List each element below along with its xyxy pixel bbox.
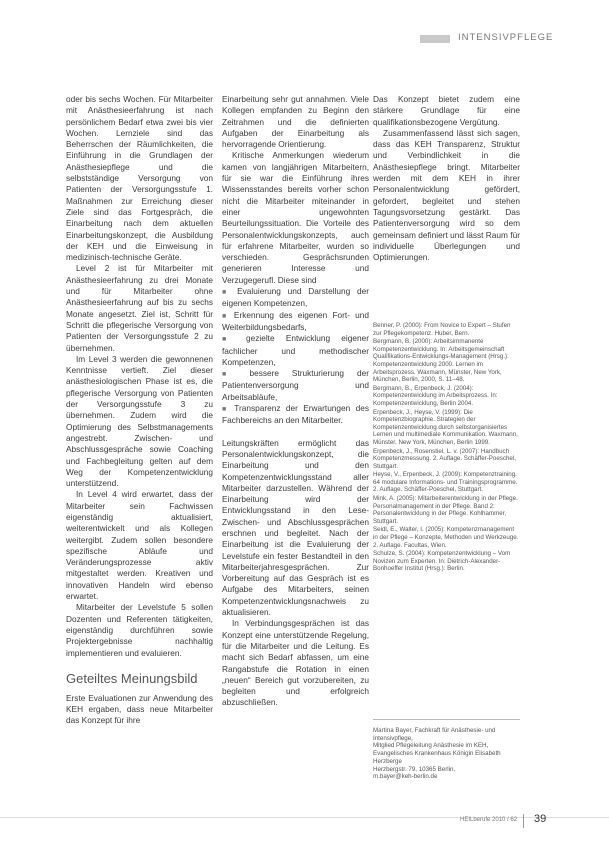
- reference-item: Bergmann, B., Erpenbeck, J. (2004): Kompetenzentwicklung im Arbeitsprozess. In: Kompetenzentwicklung, Berlin 2004.: [373, 384, 498, 407]
- reference-item: Schulze, S. (2004): Kompetenzentwicklung – Vom Novizen zum Experten. In: Dietrich-Alexander-Bonhoeffer Institut (Hrsg.): Berlin.: [373, 550, 511, 573]
- section-header: INTENSIVPFLEGE: [458, 32, 554, 43]
- paragraph: Level 2 ist für Mitarbeiter mit Anästhesieerfahrung zu drei Monate und für Mitarbeiter ohne Anästhesieerfahrung auf bis zu sechs Monate angesetzt. Ziel ist, Schritt für Schritt die pflegerische Versorgung von Patienten der Versorgungsstufe 2 zu übernehmen.: [66, 263, 213, 353]
- footer-divider: [0, 817, 609, 818]
- page-number: 39: [534, 813, 547, 825]
- paragraph: Zusammenfassend lässt sich sagen, dass das KEH Transparenz, Struktur und Verbindlichkeit in die Anästhesiepflege bringt. Mitarbeiter werden mit dem KEH in ihrer Personalentwicklung gefördert, gefordert, begleitet und stehen Tagungsvorsetzung gestärkt. Das Patientenversorgung wird so dem gemeinsam definiert und lässt Raum für individuelle Überlegungen und Optimierungen.: [373, 127, 520, 263]
- author-info: [373, 727, 520, 781]
- reference-item: Heyse, V., Erpenbeck, J. (2009): Kompetenztraining. 64 modulare Informations- und Trainingsprogramme. 2. Auflage. Schäffer-Poeschel, Stuttgart.: [373, 471, 518, 494]
- journal-name: HEILberufe 2010 / 62: [460, 817, 518, 823]
- author-line: m.bayer@keh-berlin.de: [373, 773, 438, 781]
- reference-item: Mink, A. (2005): Mitarbeiterentwicklung in der Pflege. Personalmanagement in der Pflege. Band 2: Personalentwicklung in der Pflege. Kohlhammer, Stuttgart.: [373, 495, 518, 525]
- author-line: Mitglied Pflegeleitung Anästhesie im KEH,: [373, 742, 489, 750]
- paragraph: Mitarbeiter der Levelstufe 5 sollen Dozenten und Referenten tätigkeiten, eigenständig durchführen sowie Projektergebnisse nachhaltig implementieren und evaluieren.: [66, 602, 213, 658]
- section-heading: Geteiltes Meinungsbild: [66, 670, 198, 686]
- bullet-item: ■ Erkennung des eigenen Fort- und Weiterbildungsbedarfs,: [222, 310, 369, 334]
- paragraph: Kritische Anmerkungen wiederum kamen von langjährigen Mitarbeitern, für sie war die Einführung ihres Wissensstandes bereits vorher schon nicht die Mitarbeiter miteinander in einer ungewohnten Beurteilungssituation. Die Vorteile des Personalentwicklungskonzepts, auch für erfahrene Mitarbeiter, wurden so verschieden. Gesprächsrunden generieren Interesse und Verzugegerufl. Diese sind: [222, 150, 369, 285]
- bullet-item: ■ Transparenz der Erwartungen des Fachbereichs an den Mitarbeiter.: [222, 403, 369, 427]
- header-accent-bar: [420, 35, 450, 43]
- bullet-item: ■ bessere Strukturierung der Patientenversorgung und Arbeitsabläufe,: [222, 368, 369, 403]
- text-column-2: [222, 94, 369, 709]
- footer-separator: [523, 814, 524, 828]
- author-line: Martina Bayer, Fachkraft für Anästhesie- und Intensivpflege,: [373, 727, 496, 742]
- reference-item: Seidl, E., Walter, I. (2005): Kompetenzmanagement in der Pflege – Konzepte, Methoden und Werkzeuge. 2. Auflage. Facultas, Wien.: [373, 526, 519, 549]
- paragraph: Das Konzept bietet zudem eine stärkere Grundlage für eine qualifikationsbezogene Vergütung.: [373, 94, 520, 127]
- paragraph: In Level 4 wird erwartet, dass der Mitarbeiter sein Fachwissen eigenständig aktualisiert, weiterentwickelt und als Kollegen weitergibt. Zudem sollen besondere spezifische Abläufe und Veränderungsprozesse aktiv mitgestaltet werden. Kreativen und innovativen Handeln wird ebenso erwartet.: [66, 489, 213, 602]
- paragraph: Einarbeitung sehr gut annahmen. Viele Kollegen empfanden zu Beginn den Zeitrahmen und die definierten Aufgaben der Einarbeitung als hervorragende Orientierung.: [222, 94, 369, 150]
- text-column-1: [66, 94, 213, 727]
- paragraph: Leitungskräften ermöglicht das Personalentwicklungskonzept, die Einarbeitung und den Kompetenzentwicklungsstand aller Mitarbeiter darzustellen. Während der Einarbeitung wird der Entwicklungsstand in den Lese- Zwischen- und Abschlussgesprächen erschnen und begleitet. Nach der Einarbeitung ist die Evaluierung der Levelstufe ein fester Bestandteil in den Mitarbeiterjahresgesprächen. Zur Vorbereitung auf das Gespräch ist es Aufgabe des Mitarbeiters, seinen Kompetenzentwicklungsnachweis zu aktualisieren.: [222, 437, 369, 618]
- paragraph: In Verbindungsgesprächen ist das Konzept eine unterstützende Regelung, für die Mitarbeiter und die Leitung. Es macht sich Bedarf abfassen, um eine Rangabstufe die Rotation in einen „neuen“ Bereich gut vorzubereiten, zu begleiten und erfolgreich abzuschließen.: [222, 618, 369, 708]
- paragraph: oder bis sechs Wochen. Für Mitarbeiter mit Anästhesieerfahrung ist nach persönlichem Bedarf etwa zwei bis vier Wochen. Lernziele sind das Beherrschen der Räumlichkeiten, die Einführung in die Grundlagen der Anästhesiepflege und die selbstständige Versorgung von Patienten der Versorgungsstufe 1. Maßnahmen zur Erreichung dieser Ziele sind das Fortgespräch, die Einarbeitung nach dem aktuellen Einarbeitungskonzept, die Ausbildung der KEH und die Einweisung in medizinisch-technische Geräte.: [66, 94, 213, 263]
- bullet-item: ■ Evaluierung und Darstellung der eigenen Kompetenzen,: [222, 286, 369, 310]
- reference-list: [373, 322, 520, 574]
- paragraph: Im Level 3 werden die gewonnenen Kenntnisse vertieft. Ziel dieser anästhesiologischen Phase ist es, die pflegerische Versorgung von Patienten der Versorgungsstufe 3 zu übernehmen. Zudem wird die Optimierung des Selbstmanagements angestrebt. Zwischen- und Abschlussgespräche sowie Coaching und Fachbegleitung gelten auf dem Weg der Kompetenzentwicklung unterstützend.: [66, 353, 213, 489]
- reference-item: Erpenbeck, J., Heyse, V. (1999): Die Kompetenzbiographie. Strategien der Kompetenzentwicklung durch selbstorganisiertes Lernen und multimediale Kommunikation. Waxmann, Münster, New York, München, Berlin 1999.: [373, 408, 518, 446]
- text-column-3: [373, 94, 520, 263]
- bullet-item: ■ gezielte Entwicklung eigener fachlicher und methodischer Kompetenzen,: [222, 333, 369, 368]
- paragraph: Erste Evaluationen zur Anwendung des KEH ergaben, dass neue Mitarbeiter das Konzept für ihre: [66, 692, 213, 726]
- author-line: Herzbergstr. 79, 10365 Berlin,: [373, 765, 456, 773]
- author-line: Evangelisches Krankenhaus Königin Elisabeth Herzberge: [373, 750, 501, 765]
- divider: [373, 719, 520, 720]
- reference-item: Benner, P. (2000): From Novice to Expert – Stufen zur Pflegekompetenz. Huber, Bern.: [373, 322, 511, 337]
- reference-item: Erpenbeck, J., Rosenstiel, L. v. (2007): Handbuch Kompetenzmessung. 2. Auflage. Schäffer-Poeschel, Stuttgart.: [373, 447, 516, 470]
- reference-item: Bergmann, B. (2000): Arbeitsimmanente Kompetenzentwicklung. In: Arbeitsgemeinschaft Qualifikations-Entwicklungs-Management (Hrsg.): Kompetenzentwicklung 2000. Lernen im Arbeitsprozess. Waxmann, Münster, New York, München, Berlin, 2000, S. 11–48.: [373, 338, 509, 384]
